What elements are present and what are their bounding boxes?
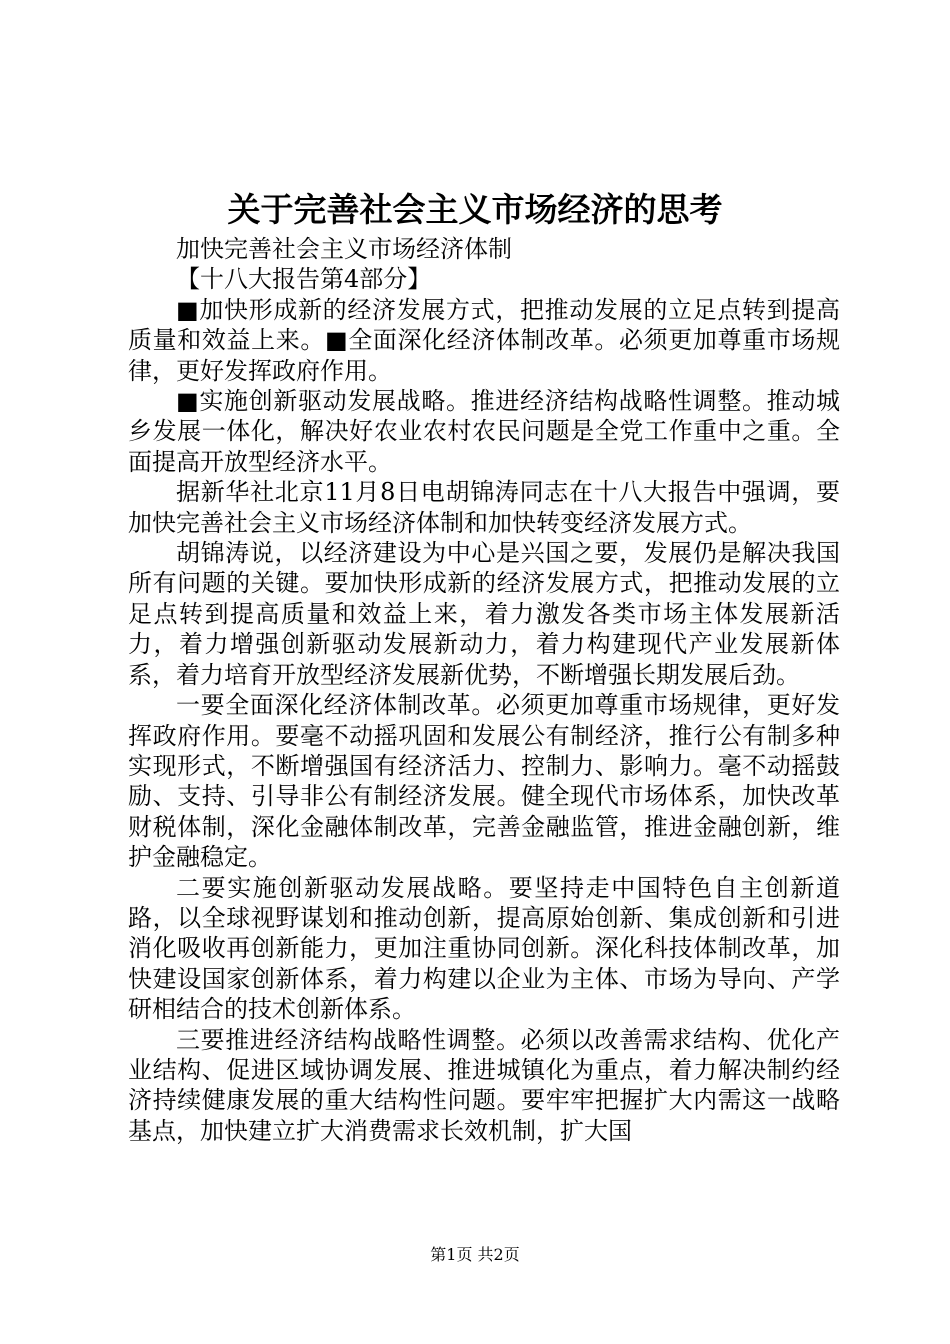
paragraph-body: 胡锦涛说，以经济建设为中心是兴国之要，发展仍是解决我国所有问题的关键。要加快形成新的经济发展方式，把推动发展的立足点转到提高质量和效益上来，着力激发各类市场主体发展新活力，着力增强创新驱动发展新动力，着力构建现代产业发展新体系，着力培育开放型经济发展新优势，不断增强长期发展后劲。 <box>128 539 840 689</box>
paragraph-body: 一要全面深化经济体制改革。必须更加尊重市场规律，更好发挥政府作用。要毫不动摇巩固和发展公有制经济，推行公有制多种实现形式，不断增强国有经济活力、控制力、影响力。毫不动摇鼓励、支持、引导非公有制经济发展。健全现代市场体系，加快改革财税体制，深化金融体制改革，完善金融监管，推进金融创新，维护金融稳定。 <box>128 691 840 872</box>
document-title: 关于完善社会主义市场经济的思考 <box>227 190 723 229</box>
document-body <box>128 234 840 1146</box>
paragraph-source-note: 【十八大报告第4部分】 <box>176 265 432 294</box>
page-number-footer: 第1页 共2页 <box>430 1245 520 1264</box>
paragraph-subtitle: 加快完善社会主义市场经济体制 <box>176 235 512 263</box>
paragraph-body: 二要实施创新驱动发展战略。要坚持走中国特色自主创新道路，以全球视野谋划和推动创新，提高原始创新、集成创新和引进消化吸收再创新能力，更加注重协同创新。深化科技体制改革，加快建设国家创新体系，着力构建以企业为主体、市场为导向、产学研相结合的技术创新体系。 <box>128 873 840 1024</box>
paragraph-news-lead: 据新华社北京11月8日电胡锦涛同志在十八大报告中强调，要加快完善社会主义市场经济体制和加快转变经济发展方式。 <box>128 478 840 537</box>
paragraph-body: 三要推进经济结构战略性调整。必须以改善需求结构、优化产业结构、促进区域协调发展、推进城镇化为重点，着力解决制约经济持续健康发展的重大结构性问题。要牢牢把握扩大内需这一战略基点，加快建立扩大消费需求长效机制，扩大国 <box>128 1025 840 1145</box>
paragraph-highlight-1: ■加快形成新的经济发展方式，把推动发展的立足点转到提高质量和效益上来。■全面深化经济体制改革。必须更加尊重市场规律，更好发挥政府作用。 <box>128 295 840 385</box>
paragraph-highlight-2: ■实施创新驱动发展战略。推进经济结构战略性调整。推动城乡发展一体化，解决好农业农村农民问题是全党工作重中之重。全面提高开放型经济水平。 <box>128 387 840 476</box>
